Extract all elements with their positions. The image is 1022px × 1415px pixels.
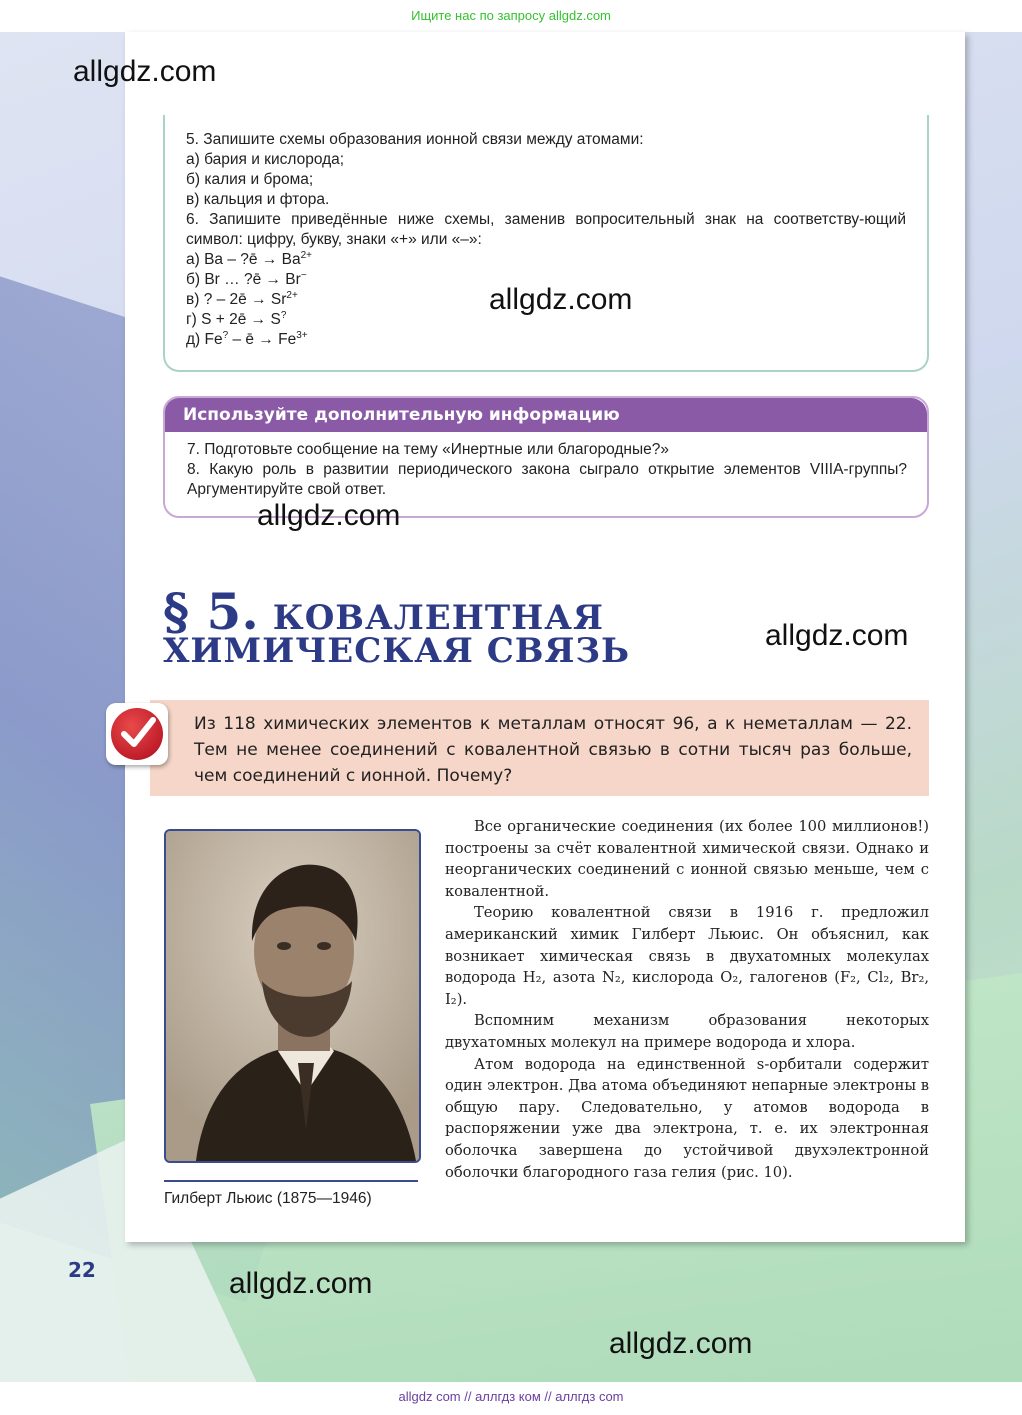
article-paragraph: Все органические соединения (их более 100 миллионов!) построены за счёт ковалентной химической связи. Однако и неорганических соединений с ионной связью меньше, чем с ковалентной. [445, 818, 929, 900]
equation-b: б) Br … ?ē → Br− [186, 269, 307, 288]
section-title-line1: КОВАЛЕНТНАЯ [272, 598, 604, 638]
task-7: 7. Подготовьте сообщение на тему «Инертные или благородные?» [187, 441, 669, 458]
extra-info-body [165, 432, 927, 500]
caption-divider [164, 1180, 418, 1182]
question-text: Из 118 химических элементов к металлам относят 96, а к неметаллам — 22. Тем не менее соединений с ковалентной связью в сотни тысяч раз больше, чем соединений с ионной. Почему? [194, 714, 912, 786]
watermark: allgdz.com [489, 283, 633, 316]
watermark: allgdz.com [229, 1267, 373, 1300]
watermark: allgdz.com [765, 619, 909, 652]
portrait-caption: Гилберт Льюис (1875—1946) [164, 1190, 372, 1207]
task-5: 5. Запишите схемы образования ионной связи между атомами: [186, 131, 644, 148]
checkmark-icon [106, 703, 168, 765]
task-5c: в) кальция и фтора. [186, 191, 330, 208]
page-number: 22 [68, 1258, 96, 1282]
article-paragraph: Атом водорода на единственной s-орбитали содержит один электрон. Два атома объединяют непарные электроны в общую пару. Следовательно, у атомов водорода в распоряжении уже два электрона, т. е. их электронная оболочка завершена до устойчивой двухэлектронной оболочки благородного газа гелия (рис. 10). [445, 1055, 929, 1181]
portrait-photo [164, 829, 421, 1163]
section-title-line2: ХИМИЧЕСКАЯ СВЯЗЬ [163, 631, 631, 671]
tasks-list [186, 130, 906, 350]
equation-c: в) ? – 2ē → $Sr^{2+}$ [186, 289, 298, 308]
watermark: allgdz.com [609, 1327, 753, 1360]
top-banner[interactable]: Ищите нас по запросу allgdz.com [0, 0, 1022, 32]
task-6: 6. Запишите приведённые ниже схемы, заменив вопросительный знак на соответству-ющий символ: цифру, букву, знаки «+» или «–»: [186, 211, 906, 248]
equation-d: г) S + 2ē → S? [186, 309, 287, 328]
question-box [150, 700, 929, 796]
article-text [445, 816, 929, 1183]
watermark: allgdz.com [257, 499, 401, 532]
section-number: § 5. [163, 582, 259, 641]
task-5a: а) бария и кислорода; [186, 151, 345, 168]
section-title [163, 582, 630, 671]
article-paragraph: Теорию ковалентной связи в 1916 г. предложил американский химик Гилберт Льюис. Он объяснил, как возникает химическая связь в двухатомных молекулах водорода H₂, азота N₂, кислорода O₂, галогенов (F₂, Cl₂, Br₂, I₂). [445, 904, 929, 1008]
task-5b: б) калия и брома; [186, 171, 314, 188]
equation-e: д) Fe? – ē → $Fe^{3+}$ [186, 329, 308, 348]
equation-a: а) Ba – ?ē → $Ba^{2+}$ [186, 249, 312, 268]
bottom-banner[interactable]: allgdz com // аллгдз ком // аллгдз com [0, 1382, 1022, 1415]
watermark: allgdz.com [73, 55, 217, 88]
task-8: 8. Какую роль в развитии периодического закона сыграло открытие элементов VIIIA-группы? Аргументируйте свой ответ. [187, 461, 907, 498]
article-paragraph: Вспомним механизм образования некоторых двухатомных молекул на примере водорода и хлора. [445, 1012, 929, 1051]
extra-info-header: Используйте дополнительную информацию [165, 398, 927, 432]
